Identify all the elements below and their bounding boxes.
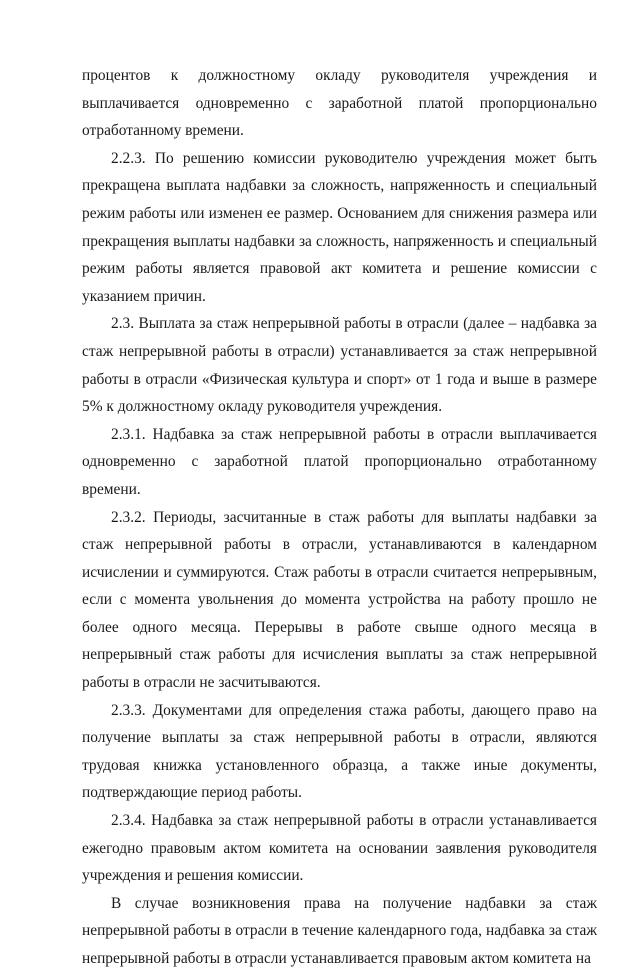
paragraph-2-3: 2.3. Выплата за стаж непрерывной работы в отрасли (далее – надбавка за стаж непрерывной работы в отрасли) устанавливается за стаж непрерывной работы в отрасли «Физическая культура и спорт» от 1 года и выше в размере 5% к должностному окладу руководителя учреждения.	[82, 315, 597, 416]
paragraph-2-3-2: 2.3.2. Периоды, засчитанные в стаж работы для выплаты надбавки за стаж непрерывной работы в отрасли, устанавливаются в календарном исчислении и суммируются. Стаж работы в отрасли считается непрерывным, если с момента увольнения до момента устройства на работу прошло не более одного месяца. Перерывы в работе свыше одного месяца в непрерывный стаж работы для исчисления выплаты за стаж непрерывной работы в отрасли не засчитываются.	[82, 508, 597, 692]
paragraph-continuation: процентов к должностному окладу руководителя учреждения и выплачивается одновременно с заработной платой пропорционально отработанному времени.	[82, 67, 597, 140]
paragraph-2-2-3: 2.2.3. По решению комиссии руководителю учреждения может быть прекращена выплата надбавки за сложность, напряженность и специальный режим работы или изменен ее размер. Основанием для снижения размера или прекращения выплаты надбавки за сложность, напряженность и специальный режим работы является правовой акт комитета и решение комиссии с указанием причин.	[82, 149, 597, 305]
paragraph-2-3-3: 2.3.3. Документами для определения стажа работы, дающего право на получение выплаты за стаж непрерывной работы в отрасли, являются трудовая книжка установленного образца, а также иные документы, подтверждающие период работы.	[82, 701, 597, 802]
paragraph-2-3-4: 2.3.4. Надбавка за стаж непрерывной работы в отрасли устанавливается ежегодно правовым актом комитета на основании заявления руководителя учреждения и решения комиссии.	[82, 812, 597, 885]
document-body	[82, 62, 597, 973]
paragraph-new-entitlement: В случае возникновения права на получение надбавки за стаж непрерывной работы в отрасли в течение календарного года, надбавка за стаж непрерывной работы в отрасли устанавливается правовым актом комитета на	[82, 894, 597, 967]
paragraph-2-3-1: 2.3.1. Надбавка за стаж непрерывной работы в отрасли выплачивается одновременно с заработной платой пропорционально отработанному времени.	[82, 425, 597, 498]
